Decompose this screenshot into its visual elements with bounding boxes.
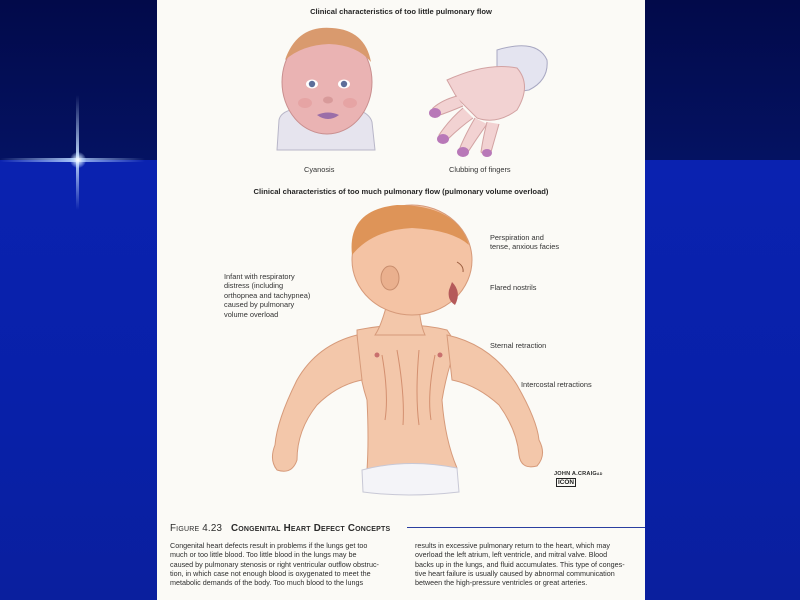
body-text-right: results in excessive pulmonary return to the heart, which may overload the left atrium, left ventricle, and mitral valve. Blood backs up in the lungs, and fluid accumulates. This type of conges- tive heart failure is usually caused by abnormal communication between the high-pressure ventricles or great arteries. <box>415 541 625 588</box>
label-cyanosis: Cyanosis <box>304 165 335 174</box>
clubbed-fingers-hand-illustration <box>429 46 547 157</box>
body-text-left: Congenital heart defects result in problems if the lungs get too much or too little blood. Too little blood in the lungs may be caused by pulmonary stenosis or right ventricular outflow obstruc- tion, in which case not enough blood is oxygenated to meet the metabolic demands of the body. Too much blood to the lungs <box>170 541 379 588</box>
label-flared-nostrils: Flared nostrils <box>490 283 537 292</box>
textbook-page <box>157 0 645 600</box>
caption-rule <box>407 527 645 528</box>
artist-signature: JOHN A.CRAIGAD <box>554 471 603 477</box>
label-intercostal-retractions: Intercostal retractions <box>521 380 592 389</box>
cyanotic-baby-face-illustration <box>277 28 375 150</box>
figure-caption: Figure 4.23 Congenital Heart Defect Concepts <box>170 523 391 534</box>
label-infant: Infant with respiratory distress (including orthopnea and tachypnea) caused by pulmonary volume overload <box>224 272 311 319</box>
label-perspiration: Perspiration and tense, anxious facies <box>490 233 560 252</box>
illustration <box>157 0 645 520</box>
label-clubbing: Clubbing of fingers <box>449 165 511 174</box>
icon-logo: ICON <box>558 479 574 486</box>
lens-flare-center <box>70 152 86 168</box>
top-heading: Clinical characteristics of too little pulmonary flow <box>310 7 492 16</box>
label-sternal-retraction: Sternal retraction <box>490 341 547 350</box>
bottom-heading: Clinical characteristics of too much pulmonary flow (pulmonary volume overload) <box>253 187 549 196</box>
